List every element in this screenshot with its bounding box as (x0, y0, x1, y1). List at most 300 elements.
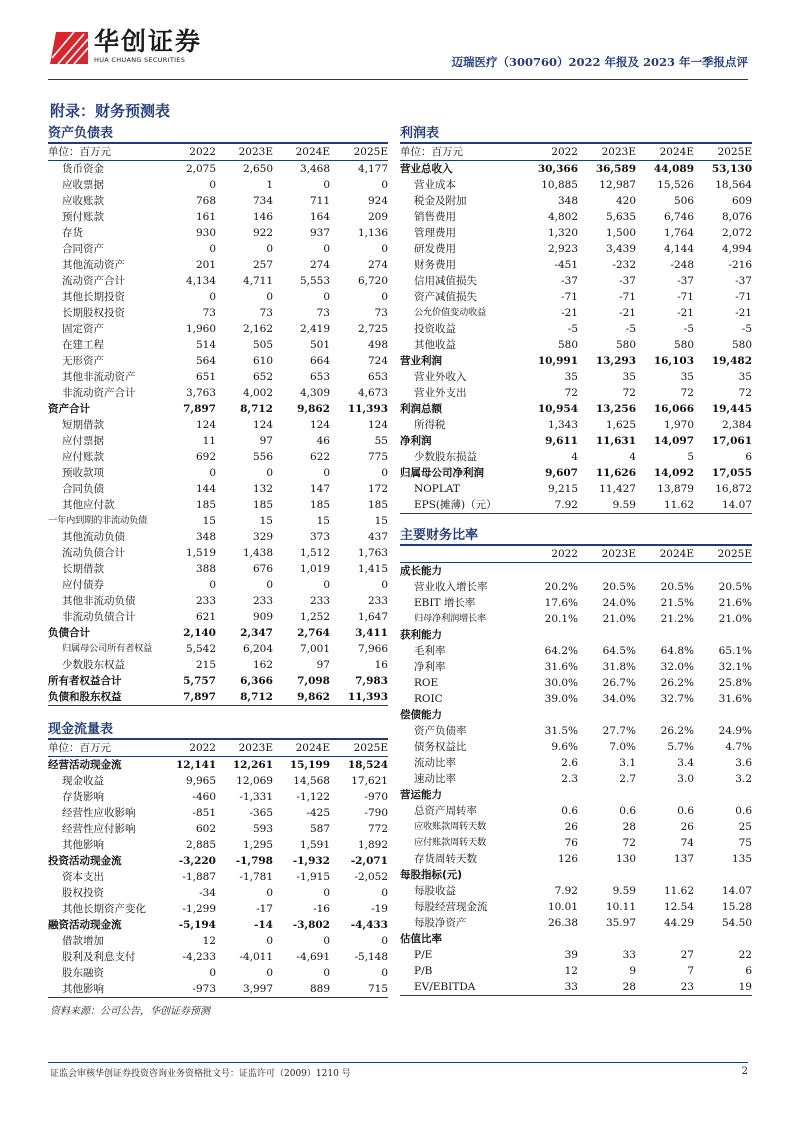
cell-value: 32.0% (660, 661, 694, 673)
cell-value: 329 (252, 531, 273, 543)
table-row (48, 209, 388, 225)
ratios-header-row (400, 546, 752, 563)
cell-value: 0 (381, 179, 388, 191)
cell-value: 19,482 (711, 355, 752, 367)
cell-value: 0.6 (561, 805, 578, 817)
cell-value: 64.8% (660, 645, 694, 657)
table-row (400, 835, 752, 851)
row-label: P/E (414, 949, 433, 961)
cell-value: 7,966 (357, 643, 388, 655)
cell-value: 185 (367, 499, 388, 511)
row-label: 现金收益 (62, 775, 104, 787)
cell-value: -71 (677, 291, 694, 303)
cell-value: 505 (252, 339, 273, 351)
cell-value: 3.2 (735, 773, 752, 785)
row-label: 营业外支出 (414, 387, 467, 399)
row-label: 其他非流动资产 (62, 371, 136, 383)
cell-value: 34.0% (602, 693, 636, 705)
cell-value: 15 (374, 515, 388, 527)
table-row (400, 755, 752, 771)
cell-value: 5 (687, 451, 694, 463)
cell-value: 1,019 (299, 563, 330, 575)
cell-value: 72 (738, 387, 752, 399)
cell-value: 11.62 (663, 885, 694, 897)
cell-value: -5 (625, 323, 636, 335)
cell-value: 74 (680, 837, 694, 849)
cell-value: 1,519 (185, 547, 216, 559)
table-row (400, 369, 752, 385)
cell-value: 35 (564, 371, 578, 383)
section-row (400, 627, 752, 643)
table-row (48, 853, 388, 869)
table-row (400, 209, 752, 225)
cell-value (520, 787, 578, 803)
cell-value: -460 (192, 791, 216, 803)
cell-value: -5,194 (178, 919, 216, 931)
cell-value: 7.92 (554, 885, 578, 897)
cell-value: 233 (252, 595, 273, 607)
table-row (48, 161, 388, 178)
cell-value: 2.3 (561, 773, 578, 785)
cell-value: 55 (374, 435, 388, 447)
row-label: 长期借款 (62, 563, 104, 575)
cell-value: 7,001 (299, 643, 330, 655)
cell-value: 734 (252, 195, 273, 207)
cell-value: 14.07 (721, 885, 752, 897)
cash-flow-title: 现金流量表 (48, 720, 388, 740)
row-label: 非流动资产合计 (62, 387, 136, 399)
year-header: 2023E (216, 144, 273, 161)
cell-value: 0 (323, 935, 330, 947)
cell-value: 4 (571, 451, 578, 463)
cell-value: 0 (381, 243, 388, 255)
row-label: 债务权益比 (414, 741, 467, 753)
cell-value: -1,781 (239, 871, 273, 883)
cell-value: 1,500 (605, 227, 636, 239)
cell-value: 9 (629, 965, 636, 977)
row-label: 存货 (62, 227, 83, 239)
cell-value: 1,343 (547, 419, 578, 431)
row-label: 一年内到期的非流动负债 (48, 515, 147, 526)
cell-value: 21.6% (718, 597, 752, 609)
cell-value: 3,439 (605, 243, 636, 255)
table-row (48, 289, 388, 305)
cell-value: 13,256 (595, 403, 636, 415)
row-label: 少数股东权益 (62, 659, 125, 671)
cell-value: 653 (367, 371, 388, 383)
row-label: 货币资金 (62, 163, 104, 175)
cell-value: 0.6 (619, 805, 636, 817)
logo-name: 华创证券 (94, 27, 203, 56)
year-header: 2022 (176, 740, 216, 757)
report-title: 迈瑞医疗（300760）2022 年报及 2023 年一季报点评 (451, 55, 748, 69)
cell-value: 2,725 (357, 323, 388, 335)
table-row (400, 963, 752, 979)
unit-label (400, 546, 520, 563)
cell-value: 35 (680, 371, 694, 383)
row-label: EPS(摊薄)（元） (400, 497, 520, 514)
year-header: 2024E (636, 546, 694, 563)
cell-value (520, 563, 578, 580)
cell-value: 21.0% (602, 613, 636, 625)
row-label: 估值比率 (400, 933, 442, 945)
row-label: 其他收益 (414, 339, 456, 351)
cell-value: -790 (364, 807, 388, 819)
cell-value: 2,923 (547, 243, 578, 255)
cell-value: 65.1% (718, 645, 752, 657)
row-label: 每股经营现金流 (414, 901, 488, 913)
cell-value: 1,320 (547, 227, 578, 239)
cell-value (520, 931, 578, 947)
cell-value: -1,299 (182, 903, 216, 915)
cell-value: 1,252 (299, 611, 330, 623)
row-label: 应付票据 (62, 435, 104, 447)
cell-value: 930 (195, 227, 216, 239)
cell-value: 2,075 (185, 163, 216, 175)
cell-value: 724 (367, 355, 388, 367)
cell-value: 4,144 (663, 243, 694, 255)
cell-value: 1,892 (357, 839, 388, 851)
section-row (400, 787, 752, 803)
row-label: 其他非流动负债 (62, 595, 136, 607)
cell-value: 4,177 (357, 163, 388, 175)
cell-value: -425 (306, 807, 330, 819)
cell-value (578, 627, 636, 643)
row-label: 应付账款 (62, 451, 104, 463)
cell-value: 185 (252, 499, 273, 511)
year-header: 2024E (273, 740, 330, 757)
cell-value (694, 867, 752, 883)
cell-value: 1,763 (357, 547, 388, 559)
cell-value: 17,055 (711, 467, 752, 479)
cell-value: 2,162 (242, 323, 273, 335)
cell-value: 4,802 (547, 211, 578, 223)
cell-value: 711 (309, 195, 330, 207)
row-label: 流动比率 (414, 757, 456, 769)
cell-value: 768 (195, 195, 216, 207)
cell-value: 0 (323, 467, 330, 479)
cell-value: 24.0% (602, 597, 636, 609)
cell-value: 15.28 (721, 901, 752, 913)
year-header: 2023E (578, 144, 636, 161)
row-label: 获利能力 (400, 629, 442, 641)
row-label: 借款增加 (62, 935, 104, 947)
table-row (48, 657, 388, 673)
cell-value: 11,427 (599, 483, 636, 495)
unit-label: 单位：百万元 (48, 740, 176, 757)
table-row (400, 739, 752, 755)
table-row (48, 757, 388, 774)
table-row (400, 819, 752, 835)
cash-flow-table (48, 740, 388, 998)
table-row (400, 675, 752, 691)
cell-value: 11,393 (330, 689, 388, 706)
cell-value: -2,052 (354, 871, 388, 883)
cell-value: 922 (252, 227, 273, 239)
section-row (400, 563, 752, 580)
cell-value: 44.29 (663, 917, 694, 929)
cell-value: 19,445 (711, 403, 752, 415)
table-row (400, 481, 752, 497)
cell-value: 26 (564, 821, 578, 833)
logo-english-name: HUA CHUANG SECURITIES (94, 56, 186, 64)
cell-value: 4 (629, 451, 636, 463)
row-label: 在建工程 (62, 339, 104, 351)
table-row (400, 595, 752, 611)
cell-value: -21 (619, 307, 636, 319)
cell-value: -5 (741, 323, 752, 335)
table-row (48, 609, 388, 625)
row-label: 营运能力 (400, 789, 442, 801)
cell-value: 27 (680, 949, 694, 961)
income-statement-panel (400, 124, 752, 514)
cell-value: 11,626 (595, 467, 636, 479)
table-row (400, 305, 752, 321)
cell-value: 44,089 (653, 163, 694, 175)
cell-value (636, 627, 694, 643)
row-label: 财务费用 (414, 259, 456, 271)
cell-value: 0 (266, 579, 273, 591)
year-header: 2022 (520, 144, 578, 161)
cell-value: 172 (367, 483, 388, 495)
table-row (400, 803, 752, 819)
cell-value: 0 (266, 467, 273, 479)
cell-value: 8,076 (721, 211, 752, 223)
cell-value: 54.50 (721, 917, 752, 929)
table-row (400, 273, 752, 289)
table-row (48, 625, 388, 641)
cell-value: 4,134 (185, 275, 216, 287)
cell-value: 26 (680, 821, 694, 833)
cell-value: 3.4 (677, 757, 694, 769)
cell-value: 0 (266, 887, 273, 899)
cell-value: 72 (622, 837, 636, 849)
table-row (400, 611, 752, 627)
cell-value: 30,366 (537, 163, 578, 175)
year-header: 2022 (520, 546, 578, 563)
table-row (400, 659, 752, 675)
table-row (400, 401, 752, 417)
table-row (48, 225, 388, 241)
cell-value: 0 (266, 291, 273, 303)
table-row (48, 257, 388, 273)
appendix-title: 附录：财务预测表 (50, 102, 171, 120)
row-label: 营业利润 (400, 355, 442, 367)
cell-value: 501 (309, 339, 330, 351)
table-row (400, 449, 752, 465)
ratios-title: 主要财务比率 (400, 526, 752, 546)
cell-value: 135 (731, 853, 752, 865)
cell-value: 75 (738, 837, 752, 849)
cell-value: 32.1% (718, 661, 752, 673)
cell-value: 602 (195, 823, 216, 835)
cell-value: 2.7 (619, 773, 636, 785)
cell-value: 12 (564, 965, 578, 977)
cell-value: 30.0% (544, 677, 578, 689)
cell-value: 348 (195, 531, 216, 543)
row-label: 归母净利润增长率 (414, 613, 486, 624)
table-row (400, 723, 752, 739)
cell-value: -5,148 (354, 951, 388, 963)
cell-value: 12.54 (663, 901, 694, 913)
cell-value: 23 (636, 979, 694, 996)
cell-value: 4,673 (357, 387, 388, 399)
cell-value: 35 (738, 371, 752, 383)
cell-value: 185 (309, 499, 330, 511)
cell-value: 587 (309, 823, 330, 835)
cell-value: 3,411 (355, 627, 388, 639)
year-header: 2025E (330, 740, 388, 757)
row-label: 每股净资产 (414, 917, 467, 929)
table-row (48, 821, 388, 837)
row-label: 其他长期资产变化 (62, 903, 146, 915)
cell-value: 1,512 (299, 547, 330, 559)
cell-value: 12,987 (599, 179, 636, 191)
cell-value: 233 (195, 595, 216, 607)
cell-value: 10.01 (547, 901, 578, 913)
cell-value: 209 (367, 211, 388, 223)
row-label: 净利率 (414, 661, 446, 673)
cell-value: 3,763 (185, 387, 216, 399)
cell-value: 31.8% (602, 661, 636, 673)
table-row (48, 529, 388, 545)
row-label: 管理费用 (414, 227, 456, 239)
row-label: 股利及利息支付 (62, 951, 136, 963)
table-row (48, 497, 388, 513)
table-row (48, 593, 388, 609)
cell-value: 937 (309, 227, 330, 239)
year-header: 2025E (694, 546, 752, 563)
cell-value: 5.7% (667, 741, 694, 753)
cell-value: 97 (316, 659, 330, 671)
table-row (48, 273, 388, 289)
row-label: 其他影响 (62, 839, 104, 851)
cell-value: 348 (557, 195, 578, 207)
cell-value: 33 (520, 979, 578, 996)
table-row (48, 773, 388, 789)
cell-value: 2,384 (721, 419, 752, 431)
cell-value: 10,991 (537, 355, 578, 367)
cell-value (636, 931, 694, 947)
cell-value: 97 (259, 435, 273, 447)
row-label: 所有者权益合计 (48, 675, 122, 687)
year-header: 2023E (216, 740, 273, 757)
cell-value: 556 (252, 451, 273, 463)
table-row (48, 305, 388, 321)
cell-value: 6,746 (663, 211, 694, 223)
cell-value: 580 (731, 339, 752, 351)
cell-value: 4.7% (725, 741, 752, 753)
row-label: 所得税 (414, 419, 446, 431)
cell-value: 20.1% (544, 613, 578, 625)
page-header (48, 28, 748, 80)
cell-value: 15 (316, 515, 330, 527)
cell-value: -365 (249, 807, 273, 819)
table-row (400, 691, 752, 707)
cell-value: 2,650 (242, 163, 273, 175)
row-label: 少数股东损益 (414, 451, 477, 463)
cell-value: 124 (252, 419, 273, 431)
cell-value: -1,331 (239, 791, 273, 803)
cash-flow-panel (48, 720, 388, 998)
table-row (48, 353, 388, 369)
cell-value: 24.9% (718, 725, 752, 737)
cell-value (694, 787, 752, 803)
cell-value: 274 (309, 259, 330, 271)
cell-value: 12,141 (176, 759, 216, 771)
cell-value: 33 (622, 949, 636, 961)
cell-value: 35 (622, 371, 636, 383)
unit-label: 单位：百万元 (48, 144, 176, 161)
cell-value: -19 (371, 903, 388, 915)
cell-value: 676 (252, 563, 273, 575)
cell-value: 0 (209, 179, 216, 191)
cell-value: 12,261 (232, 759, 273, 771)
cell-value: 7,897 (183, 403, 216, 415)
row-label: 信用减值损失 (414, 275, 477, 287)
row-label: 税金及附加 (414, 195, 467, 207)
cell-value: 10,954 (537, 403, 578, 415)
row-label: 利润总额 (400, 403, 442, 415)
cell-value: 13,293 (595, 355, 636, 367)
cell-value: 11 (202, 435, 216, 447)
cell-value: 13,879 (657, 483, 694, 495)
table-row (400, 161, 752, 178)
cell-value (578, 931, 636, 947)
cell-value: 15,526 (657, 179, 694, 191)
table-row (48, 981, 388, 998)
cell-value: 6,720 (357, 275, 388, 287)
cell-value: 22 (738, 949, 752, 961)
cell-value: -851 (192, 807, 216, 819)
cell-value: 72 (680, 387, 694, 399)
cell-value: 0.6 (735, 805, 752, 817)
table-row (48, 965, 388, 981)
cell-value: 664 (309, 355, 330, 367)
cell-value: 1,960 (185, 323, 216, 335)
row-label: 资产负债率 (414, 725, 467, 737)
cell-value: 7,983 (355, 675, 388, 687)
cell-value: 3,468 (299, 163, 330, 175)
row-label: 非流动负债合计 (62, 611, 136, 623)
row-label: 营业总收入 (400, 163, 453, 175)
table-row (400, 883, 752, 899)
cell-value: 21.5% (660, 597, 694, 609)
cell-value: 772 (367, 823, 388, 835)
cell-value (578, 563, 636, 580)
cell-value: 137 (673, 853, 694, 865)
cell-value: -5 (683, 323, 694, 335)
table-row (48, 901, 388, 917)
year-header: 2025E (694, 144, 752, 161)
cell-value (636, 707, 694, 723)
cell-value: 593 (252, 823, 273, 835)
cell-value: 9,607 (545, 467, 578, 479)
row-label: 流动资产合计 (62, 275, 125, 287)
cell-value: 18,524 (347, 759, 388, 771)
table-row (400, 289, 752, 305)
cell-value: 909 (252, 611, 273, 623)
table-row (48, 689, 388, 706)
row-label: 总资产周转率 (414, 805, 477, 817)
cell-value (520, 867, 578, 883)
row-label: ROE (414, 677, 439, 689)
cell-value: -16 (313, 903, 330, 915)
row-label: 资产减值损失 (414, 291, 477, 303)
cell-value: 10.11 (605, 901, 636, 913)
balance-sheet-title: 资产负债表 (48, 124, 388, 144)
table-row (48, 789, 388, 805)
